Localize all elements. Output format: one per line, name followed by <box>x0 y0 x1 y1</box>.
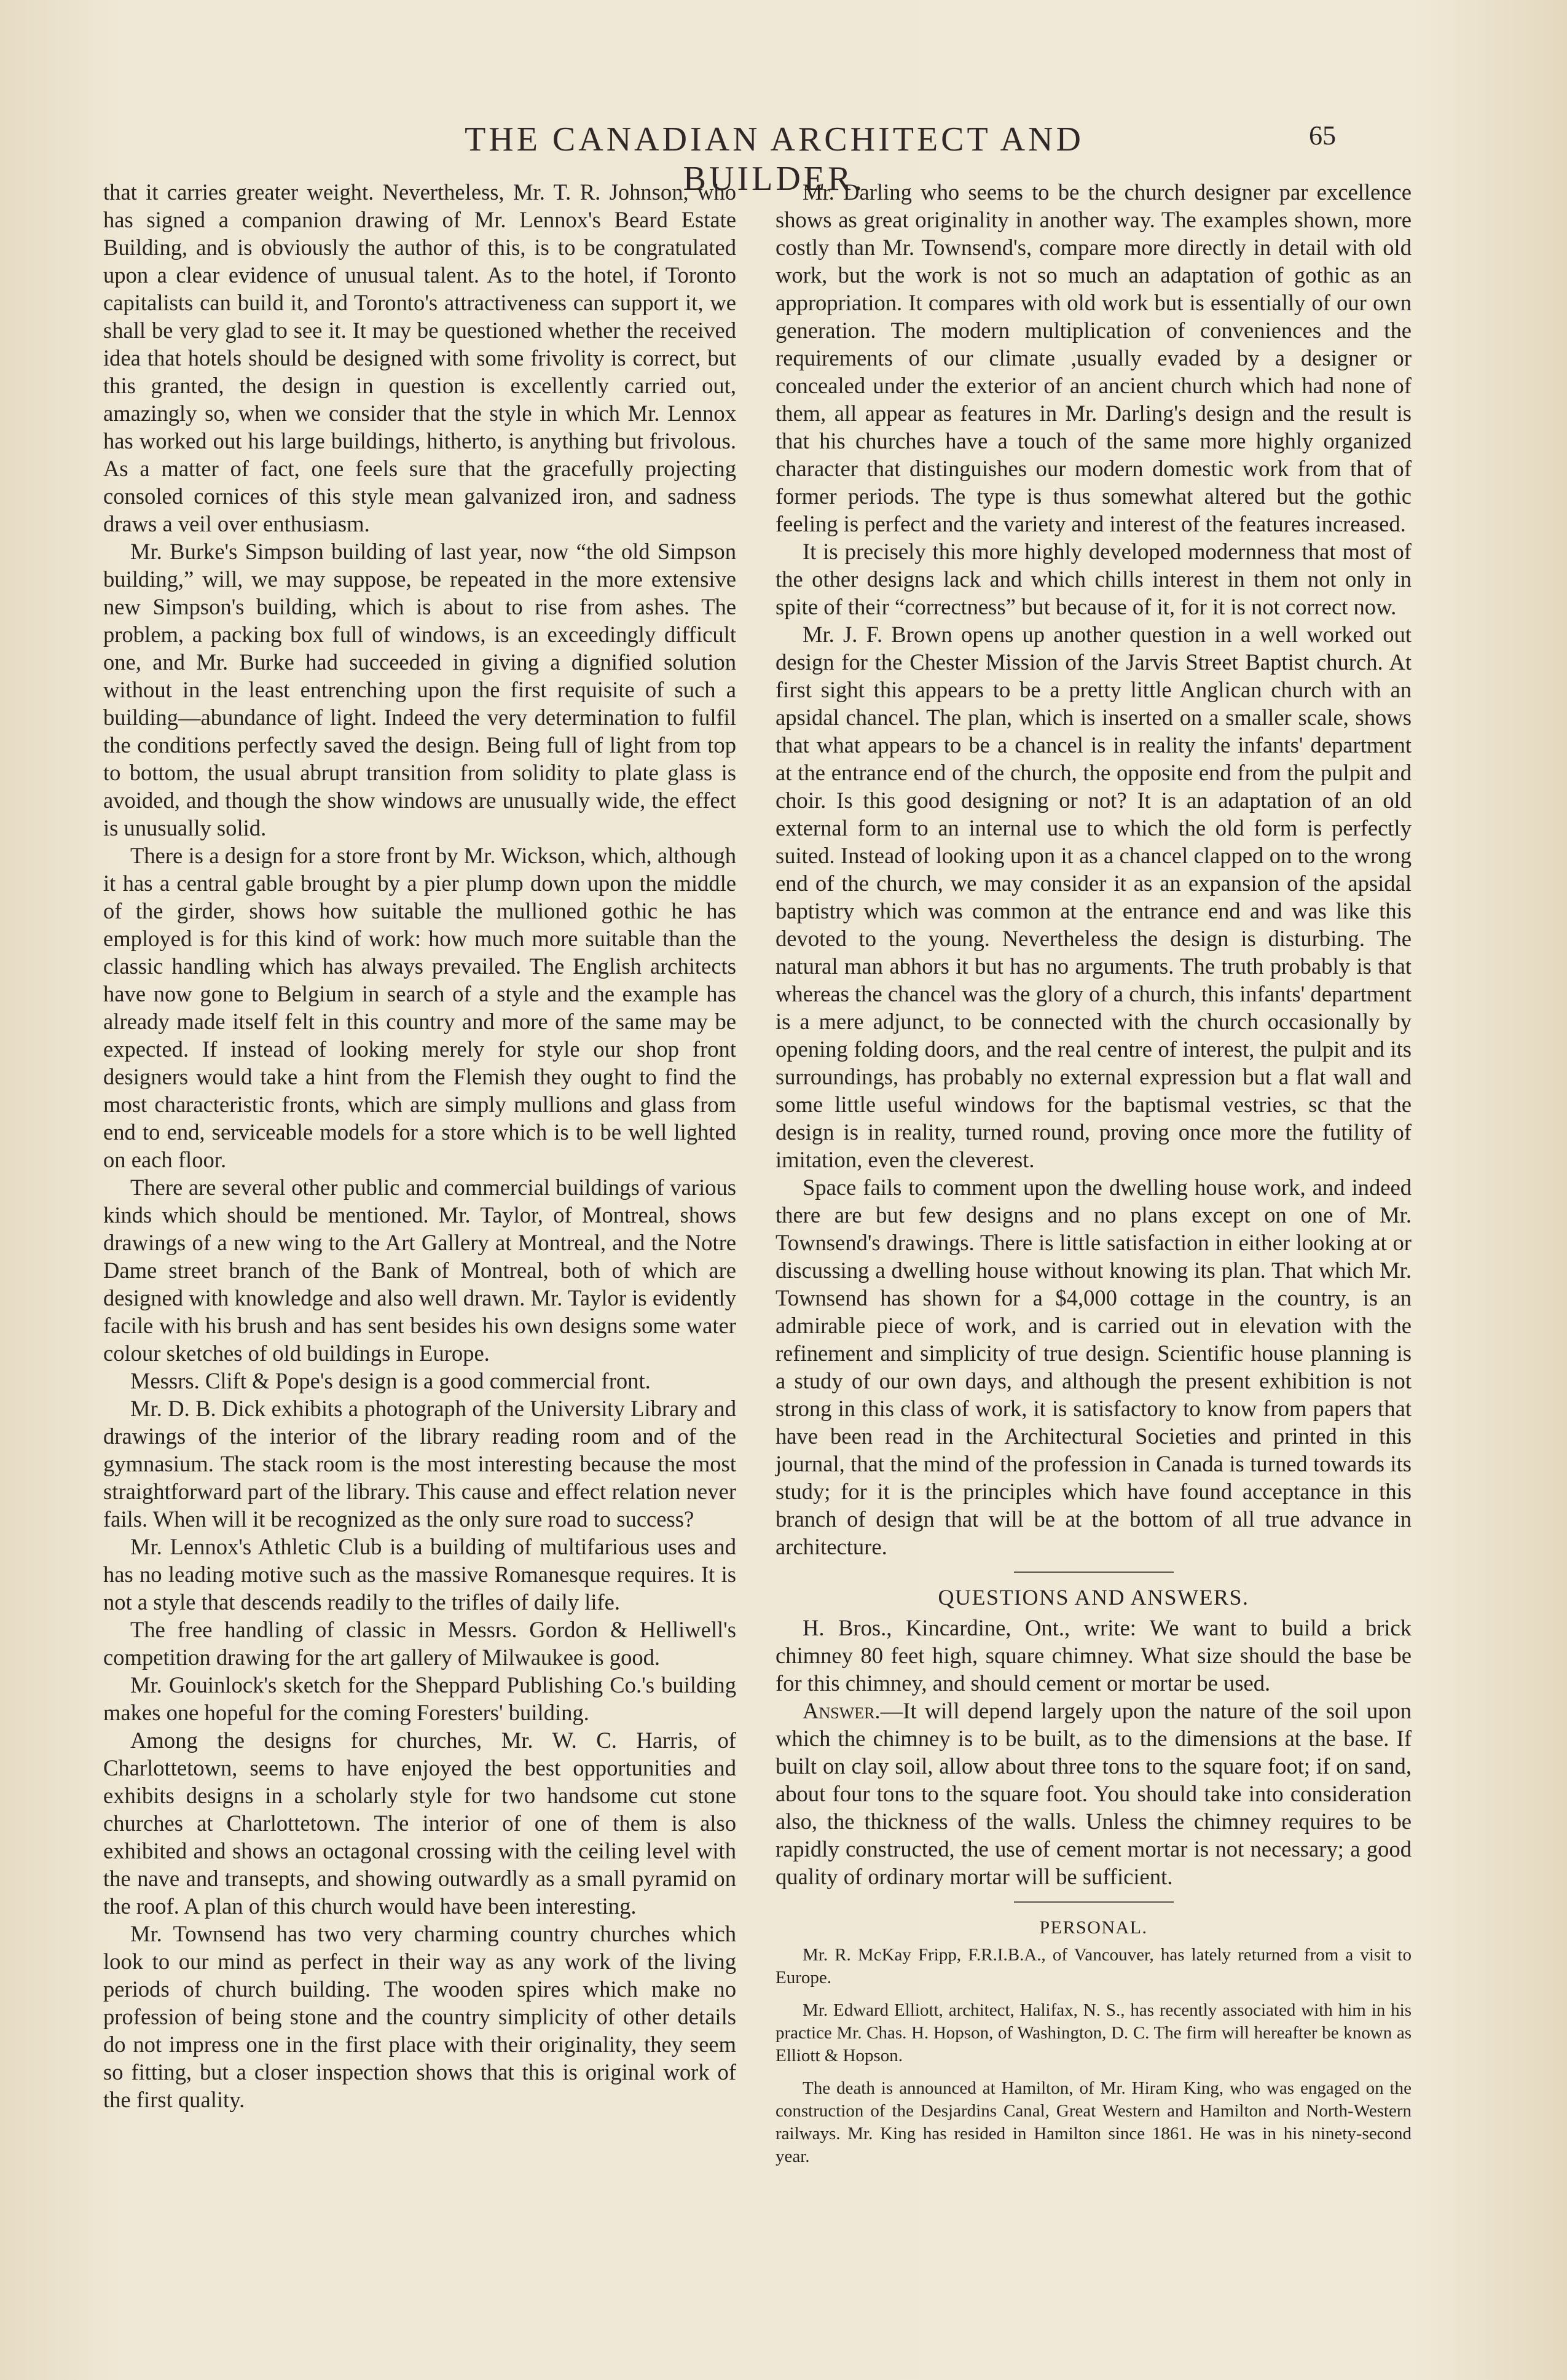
personal-heading: PERSONAL. <box>1039 1917 1148 1938</box>
paragraph: Mr. J. F. Brown opens up another question in a well worked out design for the Chester Mission of the Jarvis Street Baptist church. At first sight this appears to be a pretty little Anglican church with an apsidal chancel. The plan, which is inserted on a smaller scale, shows that what appears to be a chancel is in reality the infants' department at the entrance end of the church, the opposite end from the pulpit and choir. Is this good designing or not? It is an adaptation of an old external form to an internal use to which the old form is perfectly suited. Instead of looking upon it as a chancel clapped on to the wrong end of the church, we may consider it as an expansion of the apsidal baptistry which was common at the entrance end and was like this devoted to the young. Nevertheless the design is disturbing. The natural man abhors it but has no arguments. The truth probably is that whereas the chancel was the glory of a church, this infants' department is a mere adjunct, to be connected with the church occasionally by opening folding doors, and the real centre of interest, the pulpit and its surroundings, has probably no external expression but a flat wall and some little useful windows for the baptismal vestries, sc that the design is in reality, turned round, proving once more the futility of imitation, even the cleverest. <box>776 622 1412 1172</box>
paragraph: Space fails to comment upon the dwelling house work, and indeed there are but few designs and no plans except on one of Mr. Townsend's drawings. There is little satisfaction in either looking at or discussing a dwelling house without knowing its plan. That which Mr. Townsend has shown for a $4,000 cottage in the country, is an admirable piece of work, and is carried out in elevation with the refinement and simplicity of true design. Scientific house planning is a study of our own days, and although the present exhibition is not strong in this class of work, it is satisfactory to know from papers that have been read in the Architectural Societies and printed in this journal, that the mind of the profession in Canada is turned towards its study; for it is the principles which have found acceptance in this branch of design that will be at the bottom of all true advance in architecture. <box>776 1175 1412 1559</box>
paragraph: Mr. Townsend has two very charming country churches which look to our mind as perfect in their way as any work of the living periods of church building. The wooden spires which make no profession of being stone and the country simplicity of other details do not impress one in the first place with their originality, they seem so fitting, but a closer inspection shows that this is original work of the first quality. <box>103 1921 736 2112</box>
personal-item: Mr. Edward Elliott, architect, Halifax, N. S., has recently associated with him in his practice Mr. Chas. H. Hopson, of Washington, D. C. The firm will hereafter be known as Elliott & Hopson. <box>776 2000 1412 2065</box>
qa-answer <box>776 1697 1412 1890</box>
personal-item: Mr. R. McKay Fripp, F.R.I.B.A., of Vancouver, has lately returned from a visit to Europe. <box>776 1945 1412 1987</box>
paragraph: that it carries greater weight. Nevertheless, Mr. T. R. Johnson, who has signed a companion drawing of Mr. Lennox's Beard Estate Building, and is obviously the author of this, is to be congratulated upon a clear evidence of unusual talent. As to the hotel, if Toronto capitalists can build it, and Toronto's attractiveness can support it, we shall be very glad to see it. It may be questioned whether the received idea that hotels should be designed with some frivolity is correct, but this granted, the design in question is excellently carried out, amazingly so, when we consider that the style in which Mr. Lennox has worked out his large buildings, hitherto, is anything but frivolous. As a matter of fact, one feels sure that the gracefully projecting consoled cornices of this style mean galvanized iron, and sadness draws a veil over enthusiasm. <box>103 179 736 536</box>
masthead: THE CANADIAN ARCHITECT AND BUILDER. <box>465 120 1084 198</box>
page-number: 65 <box>1309 120 1336 151</box>
qa-question: H. Bros., Kincardine, Ont., write: We want to build a brick chimney 80 feet high, square chimney. What size should the base be for this chimney, and should cement or mortar be used. <box>776 1615 1412 1696</box>
paragraph: Mr. Darling who seems to be the church designer par excellence shows as great originality in another way. The examples shown, more costly than Mr. Townsend's, compare more directly in detail with old work, but the work is not so much an adaptation of gothic as an appropriation. It compares with old work but is essentially of our own generation. The modern multiplication of conveniences and the requirements of our climate ,usually evaded by a designer or concealed under the exterior of an ancient church which had none of them, all appear as features in Mr. Darling's design and the result is that his churches have a touch of the same more highly organized character that distinguishes our modern domestic work from that of former periods. The type is thus somewhat altered but the gothic feeling is perfect and the variety and interest of the features increased. <box>776 179 1412 536</box>
qa-heading: QUESTIONS AND ANSWERS. <box>938 1585 1249 1610</box>
page-header <box>0 120 1567 198</box>
paragraph: Mr. D. B. Dick exhibits a photograph of the University Library and drawings of the interior of the library reading room and of the gymnasium. The stack room is the most interesting because the most straightforward part of the library. This cause and effect relation never fails. When will it be recognized as the only sure road to success? <box>103 1396 736 1532</box>
answer-label: Answer. <box>803 1698 881 1723</box>
paragraph: Among the designs for churches, Mr. W. C. Harris, of Charlottetown, seems to have enjoyed the best opportunities and exhibits designs in a scholarly style for two handsome cut stone churches at Charlottetown. The interior of one of them is also exhibited and shows an octagonal crossing with the ceiling level with the nave and transepts, and showing outwardly as a small pyramid on the roof. A plan of this church would have been interesting. <box>103 1728 736 1919</box>
paragraph: Messrs. Clift & Pope's design is a good commercial front. <box>130 1368 651 1393</box>
right-column <box>776 178 1412 2178</box>
paragraph: There is a design for a store front by Mr. Wickson, which, although it has a central gable brought by a pier plump down upon the middle of the girder, shows how suitable the mullioned gothic he has employed is for this kind of work: how much more suitable than the classic handling which has always prevailed. The English architects have now gone to Belgium in search of a style and the example has already made itself felt in this country and more of the same may be expected. If instead of looking merely for style our shop front designers would take a hint from the Flemish they ought to find the most characteristic fronts, which are simply mullions and glass from end to end, serviceable models for a store which is to be well lighted on each floor. <box>103 843 736 1172</box>
left-column <box>103 178 736 2113</box>
paragraph: The free handling of classic in Messrs. Gordon & Helliwell's competition drawing for the art gallery of Milwaukee is good. <box>103 1617 736 1670</box>
paragraph: Mr. Burke's Simpson building of last year, now “the old Simpson building,” will, we may suppose, be repeated in the more extensive new Simpson's building, which is about to rise from ashes. The problem, a packing box full of windows, is an exceedingly difficult one, and Mr. Burke had succeeded in giving a dignified solution without in the least entrenching upon the first requisite of such a building—abundance of light. Indeed the very determination to fulfil the conditions perfectly saved the design. Being full of light from top to bottom, the usual abrupt transition from solidity to plate glass is avoided, and though the show windows are unusually wide, the effect is unusually solid. <box>103 539 736 840</box>
paragraph: There are several other public and commercial buildings of various kinds which should be mentioned. Mr. Taylor, of Montreal, shows drawings of a new wing to the Art Gallery at Montreal, and the Notre Dame street branch of the Bank of Montreal, both of which are designed with knowledge and also well drawn. Mr. Taylor is evidently facile with his brush and has sent besides his own designs some water colour sketches of old buildings in Europe. <box>103 1175 736 1366</box>
personal-item: The death is announced at Hamilton, of Mr. Hiram King, who was engaged on the construction of the Desjardins Canal, Great Western and Hamilton and North-Western railways. Mr. King has resided in Hamilton since 1861. He was in his ninety-second year. <box>776 2078 1412 2166</box>
answer-text: —It will depend largely upon the nature of the soil upon which the chimney is to be built, as to the dimensions at the base. If built on clay soil, allow about three tons to the square foot; if on sand, about four tons to the square foot. You should take into consideration also, the thickness of the walls. Unless the chimney requires to be rapidly constructed, the use of cement mortar is not necessary; a good quality of ordinary mortar will be sufficient. <box>776 1698 1412 1889</box>
paragraph: Mr. Lennox's Athletic Club is a building of multifarious uses and has no leading motive such as the massive Romanesque requires. It is not a style that descends readily to the trifles of daily life. <box>103 1534 736 1615</box>
paragraph: It is precisely this more highly developed modernness that most of the other designs lack and which chills interest in them not only in spite of their “correctness” but because of it, for it is not correct now. <box>776 539 1412 619</box>
paragraph: Mr. Gouinlock's sketch for the Sheppard Publishing Co.'s building makes one hopeful for the coming Foresters' building. <box>103 1672 736 1725</box>
personal-items <box>776 1944 1412 2168</box>
section-divider <box>1014 1901 1174 1903</box>
section-divider <box>1014 1572 1174 1573</box>
